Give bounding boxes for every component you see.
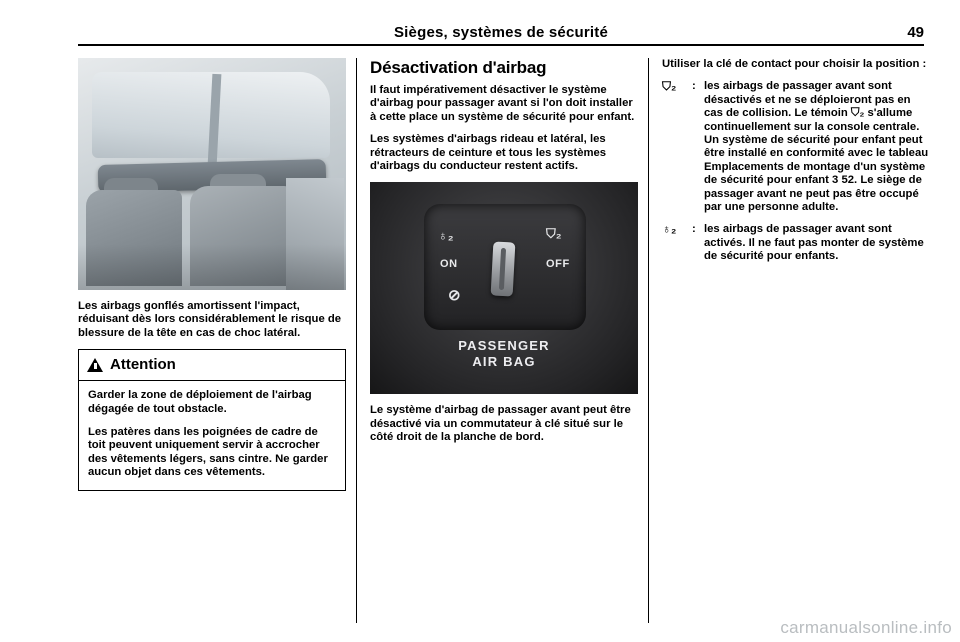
column-2 — [370, 58, 638, 454]
switch-caption-line-2: AIR BAG — [472, 354, 536, 370]
column1-intro-paragraph: Les airbags gonflés amortissent l'impact, réduisant dès lors considérablement le risque de blessure de la tête en cas de choc latéral. — [78, 300, 342, 339]
key-slot — [491, 242, 516, 297]
list-colon: : — [692, 223, 696, 236]
column-3 — [662, 58, 930, 273]
switch-caption-line-1: PASSENGER — [458, 338, 550, 354]
position-description-off: les airbags de passager avant sont désactivés et ne se déploieront pas en cas de collision. Le témoin ⛉₂ s'allume continuellement sur la console centrale. Un système de sécurité pour enfant peut être installé en conformité avec le tableau Emplacements de montage d'un système de sécurité pour enfant 3 52. Le siège de passager avant ne peut pas être occupé par une personne adulte. — [704, 80, 929, 214]
column2-paragraph: Il faut impérativement désactiver le système d'airbag pour passager avant si l'on doit installer à cette place un système de sécurité pour enfant. — [370, 84, 635, 123]
header-divider — [78, 44, 924, 46]
column-1 — [78, 58, 346, 491]
passenger-airbag-key-switch-photo — [370, 182, 638, 394]
airbag-disabled-icon: ⊘ — [448, 287, 461, 305]
page-number: 49 — [907, 24, 924, 41]
attention-paragraph: Les patères dans les poignées de cadre de toit peuvent uniquement servir à accrocher des vêtements légers, sans cintre. Ne garder aucun objet dans ces vêtements. — [88, 426, 328, 479]
page-header — [78, 22, 924, 48]
key-position-list — [662, 80, 930, 263]
position-description-on: les airbags de passager avant sont activés. Il ne faut pas monter de système de sécurité pour enfants. — [704, 223, 924, 263]
section-title-airbag-deactivation: Désactivation d'airbag — [370, 58, 547, 77]
column2-paragraph: Les systèmes d'airbags rideau et latéral, les rétracteurs de ceinture et tous les systèmes d'airbags du conducteur restent actifs. — [370, 133, 607, 173]
list-item — [662, 80, 930, 214]
switch-caption — [370, 338, 638, 370]
watermark: carmanualsonline.info — [780, 618, 952, 637]
list-colon: : — [692, 80, 696, 93]
column-divider-1 — [356, 58, 357, 623]
adult-occupant-icon: ♁₂ — [438, 228, 454, 244]
column3-intro: Utiliser la clé de contact pour choisir la position : — [662, 58, 927, 70]
position-symbol-child: ⛉₂ — [662, 79, 677, 94]
column2-paragraph: Le système d'airbag de passager avant peut être désactivé via un commutateur à clé situé sur le côté droit de la planche de bord. — [370, 404, 631, 444]
attention-box — [78, 349, 346, 490]
switch-label-off: OFF — [546, 258, 570, 271]
list-item — [662, 223, 930, 263]
rear-seat-curtain-airbag-illustration — [78, 58, 346, 290]
position-symbol-adult: ♁₂ — [662, 222, 677, 237]
attention-title: Attention — [110, 356, 176, 374]
attention-header — [79, 350, 345, 381]
switch-label-on: ON — [440, 258, 458, 271]
page-title: Sièges, systèmes de sécurité — [393, 24, 609, 41]
column-divider-2 — [648, 58, 649, 623]
child-seat-icon: ⛉₂ — [546, 226, 562, 242]
warning-triangle-icon — [87, 358, 103, 372]
illustration-shading — [78, 244, 346, 290]
attention-body — [79, 381, 345, 489]
attention-paragraph: Garder la zone de déploiement de l'airbag dégagée de tout obstacle. — [88, 389, 312, 415]
